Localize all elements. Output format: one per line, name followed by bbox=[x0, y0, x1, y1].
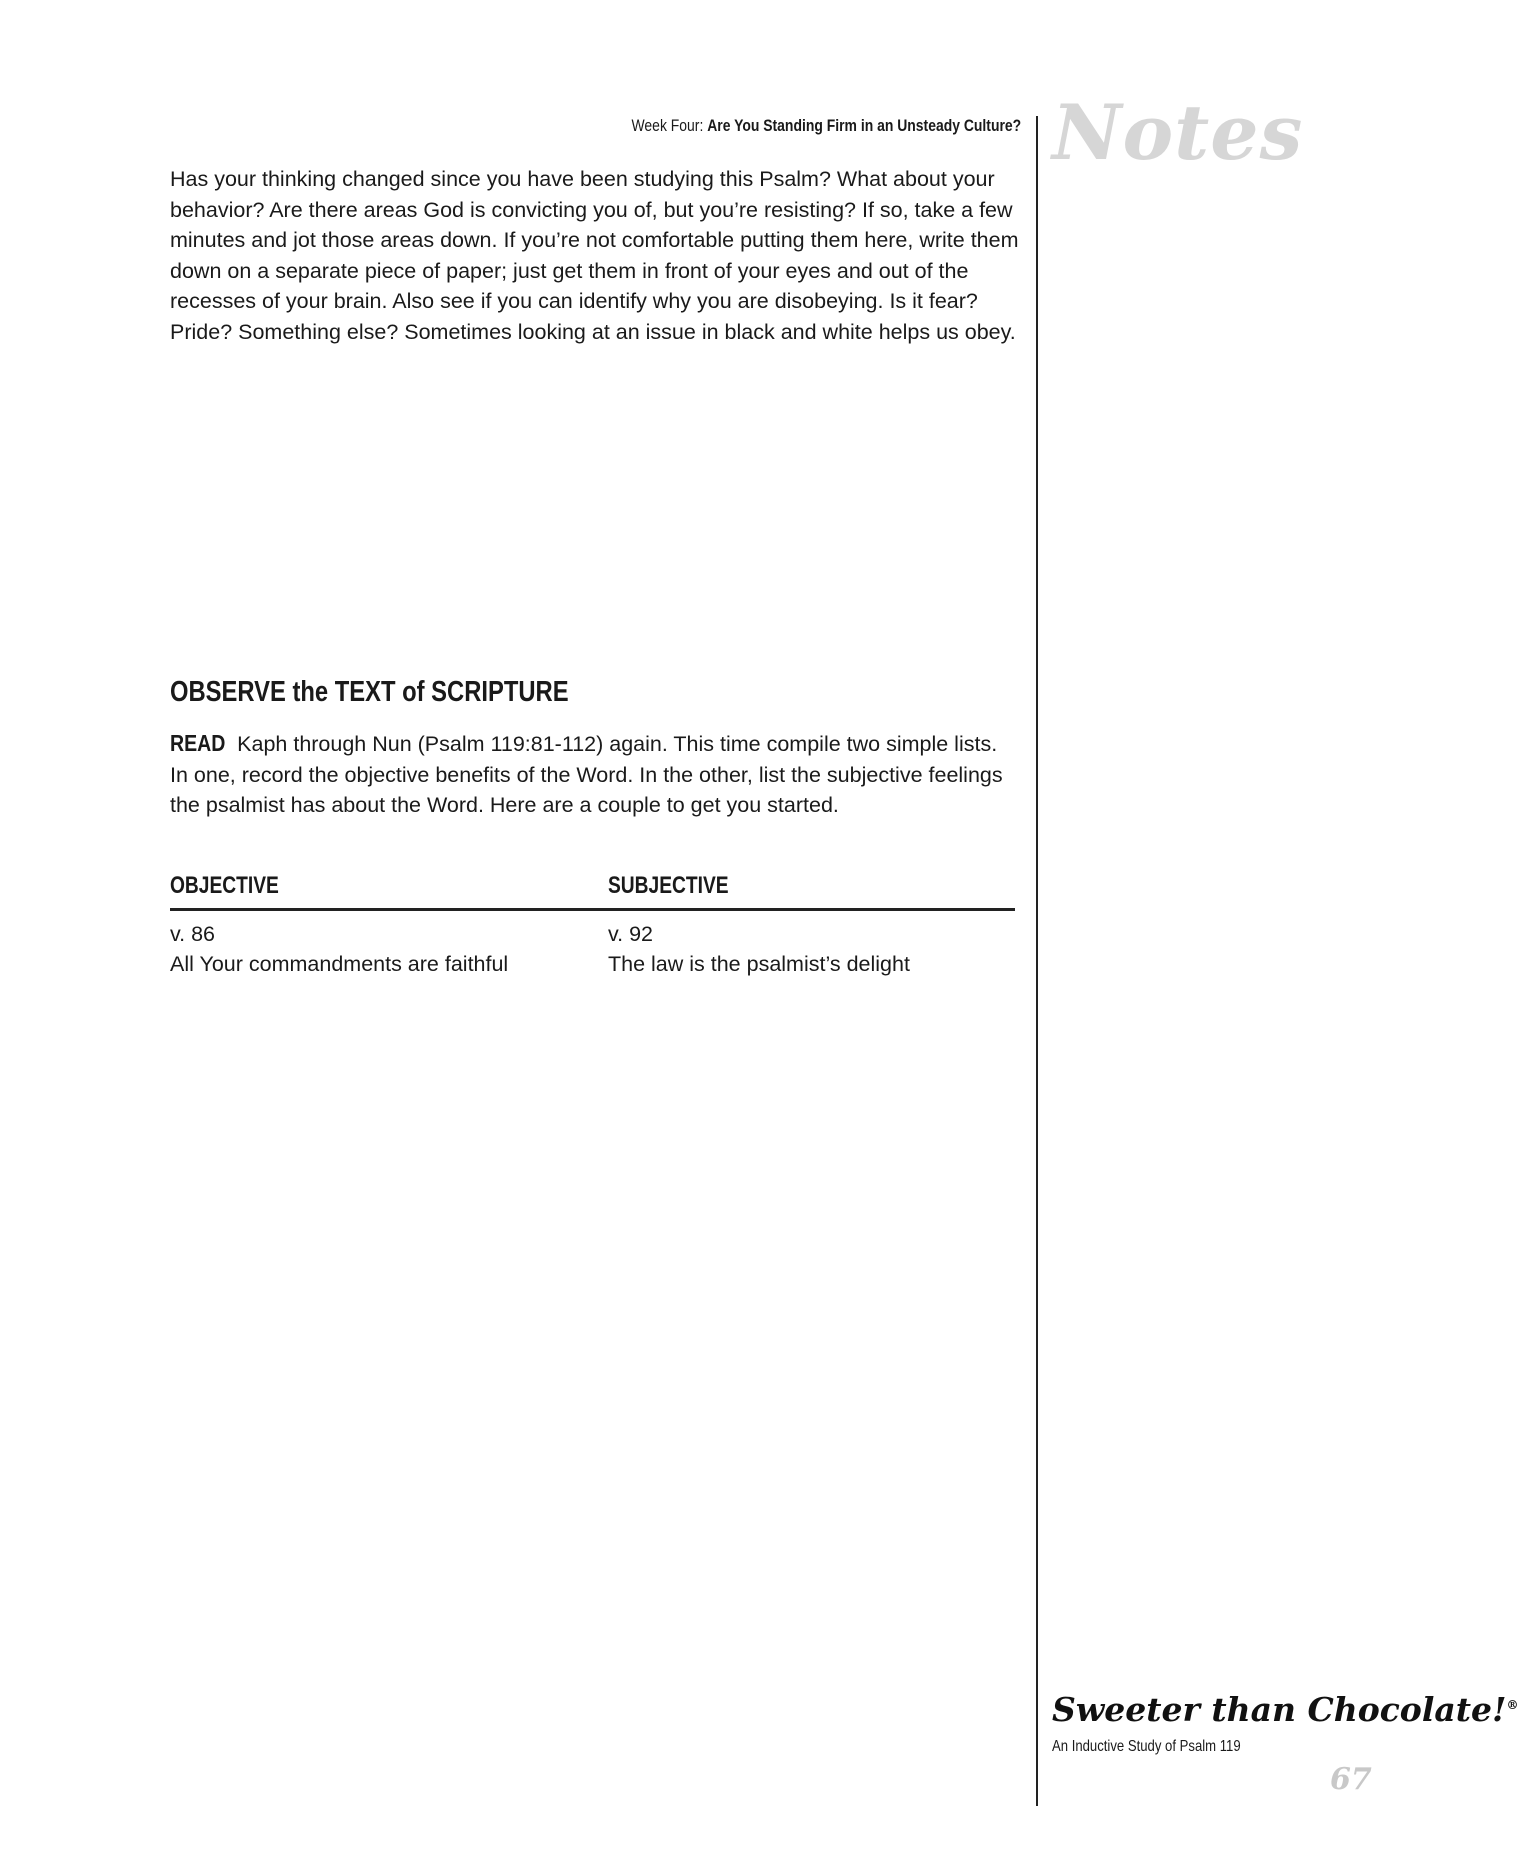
subjective-column-header: SUBJECTIVE bbox=[608, 872, 729, 899]
week-title: Are You Standing Firm in an Unsteady Culture? bbox=[707, 116, 1021, 135]
intro-paragraph: Has your thinking changed since you have been studying this Psalm? What about your behavior? Are there areas God is convicting you of, but you’re resisting? If so, take a few minutes and jot those areas down. If you’re not comfortable putting them here, write them down on a separate piece of paper; just get them in front of your eyes and out of the recesses of your brain. Also see if you can identify why you are disobeying. Is it fear? Pride? Something else? Sometimes looking at an issue in black and white helps us obey. bbox=[170, 167, 1019, 344]
subjective-cell: The law is the psalmist’s delight bbox=[608, 952, 910, 976]
book-subtitle: An Inductive Study of Psalm 119 bbox=[1052, 1738, 1241, 1755]
read-instructions bbox=[170, 728, 1020, 821]
table-row bbox=[170, 949, 1015, 979]
book-brand-title bbox=[1052, 1690, 1518, 1729]
objective-subjective-table bbox=[170, 872, 1015, 979]
registered-mark: ® bbox=[1506, 1698, 1518, 1712]
page-number: 67 bbox=[1330, 1762, 1372, 1797]
notes-column-divider bbox=[1036, 116, 1038, 1806]
table-header bbox=[170, 872, 1015, 911]
objective-column-header: OBJECTIVE bbox=[170, 872, 279, 899]
brand-text: Sweeter than Chocolate! bbox=[1052, 1690, 1507, 1729]
section-heading: OBSERVE the TEXT of SCRIPTURE bbox=[170, 676, 569, 708]
subjective-cell: v. 92 bbox=[608, 922, 654, 946]
read-keyword: READ bbox=[170, 730, 226, 756]
objective-cell: All Your commandments are faithful bbox=[170, 952, 509, 976]
notes-heading: Notes bbox=[1052, 88, 1304, 177]
running-header bbox=[631, 116, 1021, 136]
objective-cell: v. 86 bbox=[170, 922, 216, 946]
table-row bbox=[170, 919, 1015, 949]
read-text: Kaph through Nun (Psalm 119:81-112) again. This time compile two simple lists. In one, record the objective benefits of the Word. In the other, list the subjective feelings the psalmist has about the Word. Here are a couple to get you started. bbox=[170, 732, 1003, 817]
week-label: Week Four: bbox=[631, 116, 704, 135]
